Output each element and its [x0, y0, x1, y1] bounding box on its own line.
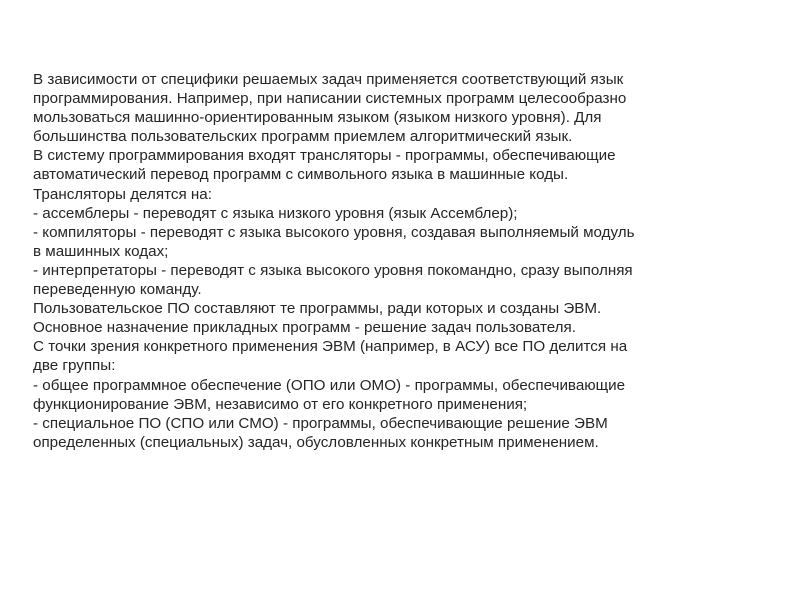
text-line: большинства пользовательских программ приемлем алгоритмический язык. — [33, 128, 573, 146]
text-line: - ассемблеры - переводят с языка низкого уровня (язык Ассемблер); — [33, 204, 518, 222]
text-line: автоматический перевод программ с символьного языка в машинные коды. — [33, 166, 569, 184]
text-line: В систему программирования входят трансляторы - программы, обеспечивающие — [33, 147, 616, 165]
text-line: Пользовательское ПО составляют те программы, ради которых и созданы ЭВМ. — [33, 300, 602, 318]
text-line: мользоваться машинно-ориентированным языком (языком низкого уровня). Для — [33, 109, 602, 127]
text-line: две группы: — [33, 357, 116, 375]
text-line: программирования. Например, при написании системных программ целесообразно — [33, 90, 627, 108]
text-line: - интерпретаторы - переводят с языка высокого уровня покомандно, сразу выполняя — [33, 261, 633, 279]
text-line: определенных (специальных) задач, обусловленных конкретным применением. — [33, 433, 599, 451]
text-line: - общее программное обеспечение (ОПО или ОМО) - программы, обеспечивающие — [33, 376, 626, 394]
text-line: Трансляторы делятся на: — [33, 185, 212, 203]
text-line: в машинных кодах; — [33, 242, 169, 260]
text-line: В зависимости от специфики решаемых задач применяется соответствующий язык — [33, 71, 624, 88]
text-line: - компиляторы - переводят с языка высокого уровня, создавая выполняемый модуль — [33, 223, 635, 241]
body-text — [33, 70, 773, 452]
text-line: функционирование ЭВМ, независимо от его конкретного применения; — [33, 395, 528, 413]
text-line: С точки зрения конкретного применения ЭВМ (например, в АСУ) все ПО делится на — [33, 338, 628, 356]
text-line: - специальное ПО (СПО или СМО) - программы, обеспечивающие решение ЭВМ — [33, 414, 608, 432]
text-line: переведенную команду. — [33, 281, 202, 299]
text-line: Основное назначение прикладных программ - решение задач пользователя. — [33, 319, 576, 337]
